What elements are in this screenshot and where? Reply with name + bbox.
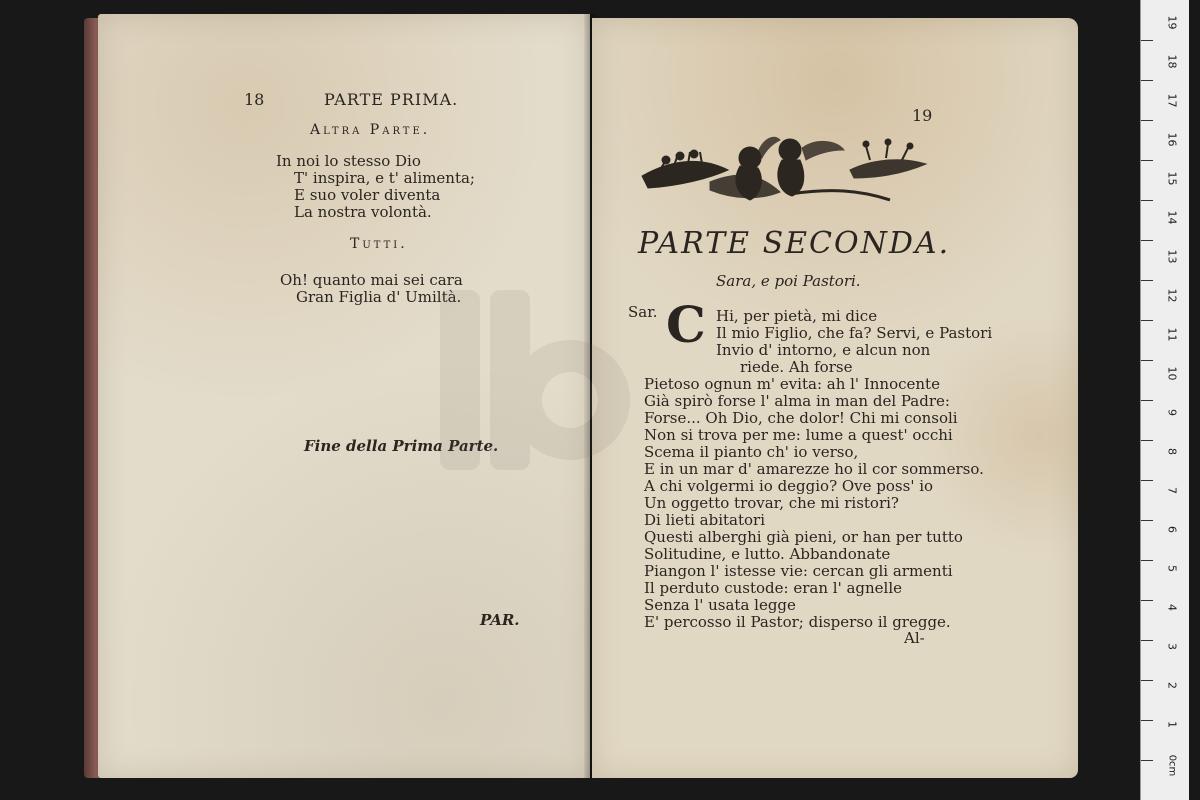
verse-line: La nostra volontà.	[294, 203, 432, 221]
right-page-number: 19	[912, 106, 933, 125]
verse-line: E in un mar d' amarezze ho il cor sommerso.	[644, 460, 984, 478]
section-heading-tutti: Tutti.	[350, 236, 408, 252]
verse-line: Scema il pianto ch' io verso,	[644, 443, 859, 461]
cherubs-ornament-icon	[640, 130, 930, 212]
verse-line: T' inspira, e t' alimenta;	[294, 169, 475, 187]
section-heading-altra-parte: Altra Parte.	[310, 122, 431, 138]
verse-line: Oh! quanto mai sei cara	[280, 271, 463, 289]
verse-line: A chi volgermi io deggio? Ove poss' io	[644, 477, 934, 495]
ruler-label: 16	[1165, 132, 1179, 147]
verse-line: Già spirò forse l' alma in man del Padre:	[644, 392, 950, 410]
ruler-label: 2	[1165, 682, 1179, 689]
ruler-label: 1	[1165, 721, 1179, 728]
ruler-label: 7	[1165, 487, 1179, 494]
left-page-header: PARTE PRIMA.	[324, 90, 459, 109]
catchword: Al-	[904, 629, 925, 647]
measurement-ruler	[1140, 0, 1189, 800]
ruler-label: 15	[1165, 171, 1179, 186]
scene-subtitle: Sara, e poi Pastori.	[716, 272, 861, 290]
verse-line: Invio d' intorno, e alcun non	[716, 341, 931, 359]
ruler-label: 10	[1165, 366, 1179, 381]
ruler-label: 12	[1165, 288, 1179, 303]
speaker-label: Sar.	[628, 303, 658, 321]
verse-line: Piangon l' istesse vie: cercan gli armenti	[644, 562, 953, 580]
verse-line: Di lieti abitatori	[644, 511, 765, 529]
verse-line: Il perduto custode: eran l' agnelle	[644, 579, 903, 597]
verse-line: Hi, per pietà, mi dice	[716, 307, 878, 325]
ruler-label: 6	[1165, 526, 1179, 533]
ruler-label: 18	[1165, 54, 1179, 69]
drop-cap: C	[666, 295, 706, 354]
ruler-label: 3	[1165, 643, 1179, 650]
verse-line: Il mio Figlio, che fa? Servi, e Pastori	[716, 324, 993, 342]
verse-line: Un oggetto trovar, che mi ristori?	[644, 494, 899, 512]
verse-line: E suo voler diventa	[294, 186, 441, 204]
verse-line: E' percosso il Pastor; disperso il gregge.	[644, 613, 951, 631]
ruler-label: 13	[1165, 249, 1179, 264]
ruler-label: 9	[1165, 409, 1179, 416]
verse-line: Questi alberghi già pieni, or han per tutto	[644, 528, 963, 546]
verse-line: riede. Ah forse	[740, 358, 853, 376]
ruler-unit-label: 0cm	[1166, 754, 1178, 777]
catchword: PAR.	[480, 611, 520, 629]
verse-line: Senza l' usata legge	[644, 596, 796, 614]
library-watermark-icon	[370, 280, 670, 500]
ruler-label: 8	[1165, 448, 1179, 455]
left-page-number: 18	[244, 90, 265, 109]
verse-line: Gran Figlia d' Umiltà.	[296, 288, 462, 306]
verse-line: In noi lo stesso Dio	[276, 152, 421, 170]
part-title: PARTE SECONDA.	[638, 226, 951, 261]
ruler-label: 11	[1165, 327, 1179, 342]
end-of-part-note: Fine della Prima Parte.	[304, 437, 499, 455]
verse-line: Forse... Oh Dio, che dolor! Chi mi consoli	[644, 409, 958, 427]
verse-line: Solitudine, e lutto. Abbandonate	[644, 545, 891, 563]
ruler-label: 4	[1165, 604, 1179, 611]
verse-line: Non si trova per me: lume a quest' occhi	[644, 426, 953, 444]
verse-line: Pietoso ognun m' evita: ah l' Innocente	[644, 375, 940, 393]
ruler-label: 17	[1165, 93, 1179, 108]
ruler-label: 5	[1165, 565, 1179, 572]
ruler-label: 19	[1165, 15, 1179, 30]
ruler-label: 14	[1165, 210, 1179, 225]
